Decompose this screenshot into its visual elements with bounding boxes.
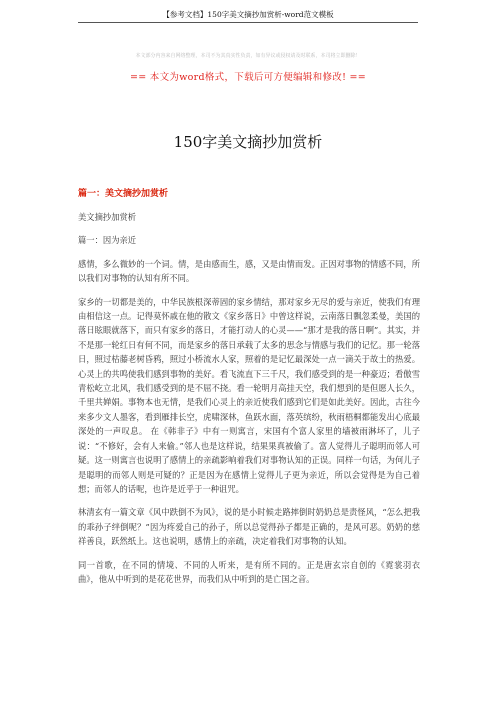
body-paragraph: 林清玄有一篇文章《风中跌倒不为风》，说的是小时候走路摔倒时奶奶总是责怪风，“怎么把我的乖孙子绊倒呢？”因为疼爱自己的孙子，所以总觉得孙子都是正确的，是风可恶。奶奶的慈祥善良，跃然纸上。这也说明，感情上的亲疏，决定着我们对事物的认知。 [78,507,420,547]
body-paragraph: 美文摘抄加赏析 [78,212,137,222]
header-divider [78,22,418,23]
body-paragraph: 同一首歌，在不同的情境、不同的人听来，是有所不同的。正是唐玄宗自创的《霓裳羽衣曲》，他从中听到的是花花世界，而我们从中听到的是亡国之音。 [78,559,420,584]
body-paragraph: 家乡的一切都是美的，中华民族根深蒂固的家乡情结，那对家乡无尽的爱与亲近，使我们有理由相信这一点。记得莫怀戚在他的散文《家乡落日》中曾这样说，云南落日飘忽柔曼，美国的落日眩眼就落下，而只有家乡的落日，才能打动人的心灵——“那才是我的落日啊”。其实，并不是那一轮红日有何不同，而是家乡的落日承载了太多的思念与情感与我们的记忆。那一轮落日，照过枯藤老树昏鸦，照过小桥流水人家，照着的是记忆最深处一点一滴关于故土的热爱。 心灵上的共鸣使我们感到事物的美好。看飞流直下三千尺，我们感受到的是一种豪迈；看傲雪青松屹立北风，我们感受到的是不屈不挠。看一轮明月高挂天空，我们想到的是但愿人长久，千里共婵娟。事物本也无情，是我们心灵上的亲近使我们感到它们是如此美好。因此，古往今来多少文人墨客，看到雁排长空，虎啸深林，鱼跃水面，落英缤纷，秋雨梧桐都能发出心底最深处的一声叹息。 在《韩非子》中有一则寓言，宋国有个富人家里的墙被雨淋坏了，儿子说：“不修好，会有人来偷。”邻人也是这样说，结果果真被偷了。富人觉得儿子聪明而邻人可疑。这一则寓言也说明了感情上的亲疏影响着我们对事物认知的正误。同样一句话，为何儿子是聪明的而邻人则是可疑的？正是因为在感情上觉得儿子更为亲近，所以会觉得是为自己着想；而邻人的话呢，也许是近乎于一种诅咒。 [78,296,420,494]
body-paragraph: 感情，多么微妙的一个词。情，是由感而生，感，又是由情而发。正因对事物的情感不同，所以我们对事物的认知有所不同。 [78,258,420,284]
word-format-banner: == 本文为word格式，下载后可方便编辑和修改! == [129,72,367,83]
disclaimer-notice: 本文部分内容来自网络整理，本司不为其真实性负责，如有异议或侵权请及时联系，本司将立即删除！ [135,53,361,59]
body-paragraph: 篇一：因为亲近 [78,235,137,246]
document-title: 150字美文摘抄加赏析 [173,133,323,151]
section-heading: 篇一：美文摘抄加赏析 [78,189,169,199]
page-header: 【参考文档】150字美文摘抄加赏析-word范文模板 [162,10,334,19]
document-body [78,210,420,595]
